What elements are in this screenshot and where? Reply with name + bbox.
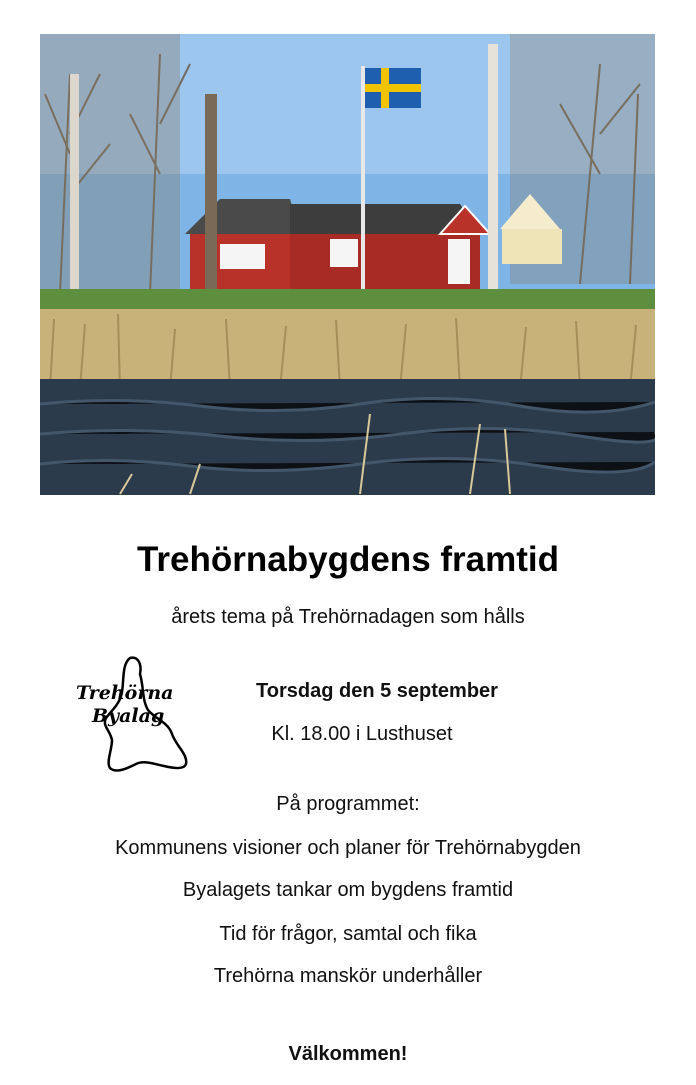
program-item: Kommunens visioner och planer för Trehörnabygden [115,837,581,859]
trehorna-byalag-logo [72,654,197,778]
logo-line1: Trehörna [76,682,174,704]
program-heading: På programmet: [276,793,420,815]
program-item: Byalagets tankar om bygdens framtid [182,879,514,901]
event-time-place: Kl. 18.00 i Lusthuset [271,723,453,745]
program-item: Trehörna manskör underhåller [213,965,483,987]
closing-greeting: Välkommen! [288,1043,408,1065]
program-item: Tid för frågor, samtal och fika [219,923,477,945]
event-date: Torsdag den 5 september [256,680,498,702]
subtitle: årets tema på Trehörnadagen som hålls [171,606,525,628]
lakeside-house-photo [40,34,655,495]
logo-line2: Byalag [92,705,165,727]
page-title: Trehörnabygdens framtid [136,540,560,579]
